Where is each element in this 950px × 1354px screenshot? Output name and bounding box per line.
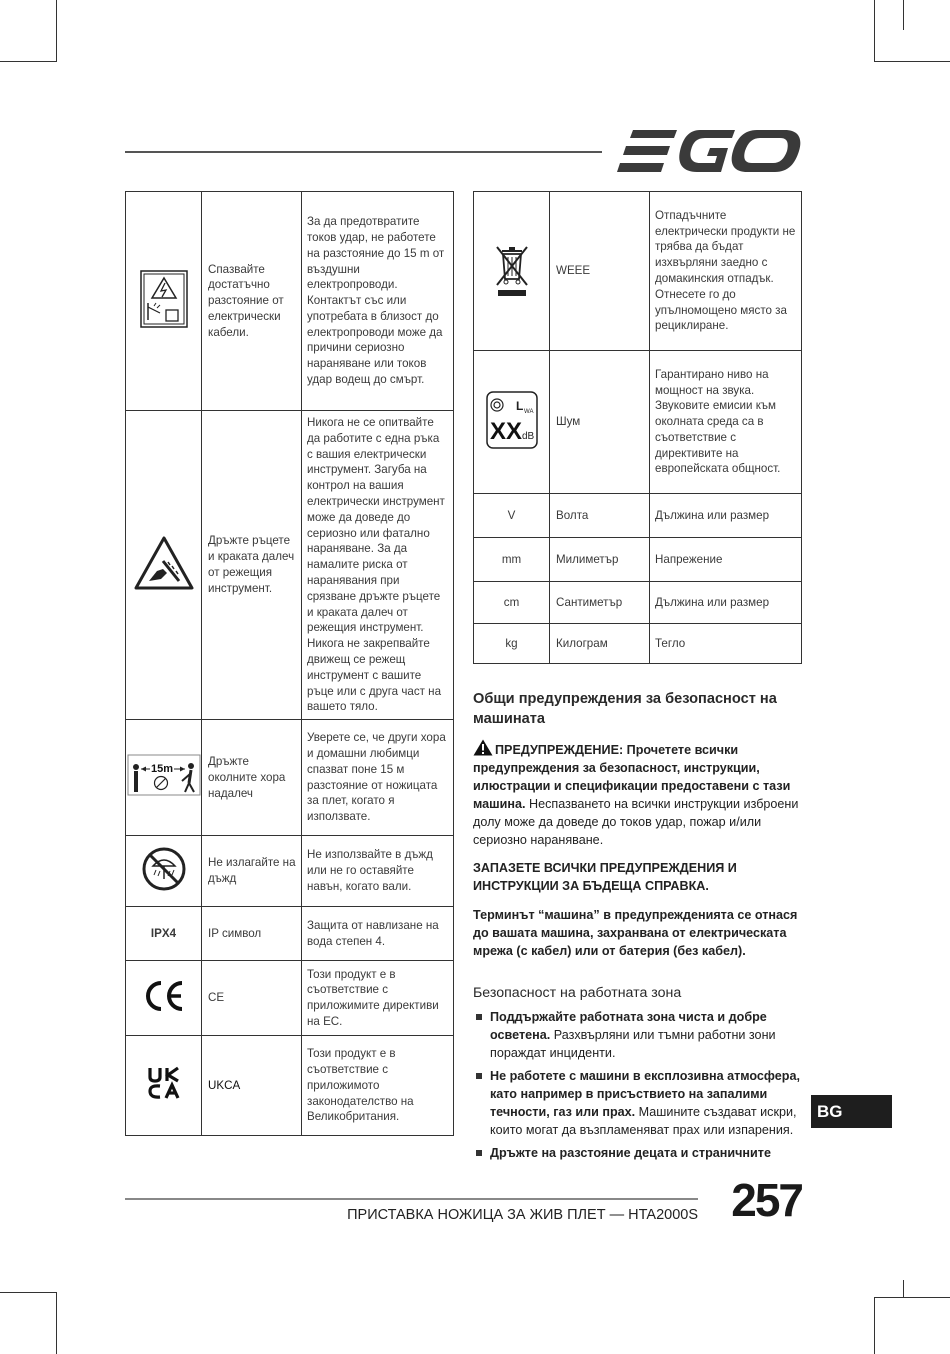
crop-mark: [874, 0, 875, 62]
symbol-description: Уверете се, че други хора и домашни любимци спазват поне 15 м разстояние от ножицата за плет, когато я използвате.: [302, 720, 454, 836]
symbol-description: Дължина или размер: [650, 494, 802, 538]
symbol-label: Килограм: [550, 624, 650, 664]
header-rule: [125, 151, 602, 153]
symbol-cell: [126, 961, 202, 1036]
symbol-cell: [126, 1036, 202, 1136]
unit-symbol: mm: [474, 538, 550, 582]
noise-level-unit-text: dB: [521, 430, 534, 442]
language-tab: BG: [811, 1095, 892, 1128]
symbols-table-right: [473, 191, 802, 664]
no-rain-icon: [141, 846, 187, 892]
table-row: [474, 351, 802, 494]
unit-symbol: kg: [474, 624, 550, 664]
symbol-description: Дължина или размер: [650, 582, 802, 624]
symbol-description: Отпадъчните електрически продукти не трябва да бъдат изхвърляни заедно с домакинския отпадък. Отнесете го до упълномощено място за рециклиране.: [650, 192, 802, 351]
crop-mark: [0, 1292, 57, 1293]
work-area-list: [473, 1008, 803, 1167]
list-item: Поддържайте работната зона чиста и добре осветена. Разхвърляни или тъмни работни зони пораждат инциденти.: [473, 1008, 803, 1062]
crop-mark: [56, 0, 57, 62]
term-definition: Терминът “машина” в предупрежденията се отнася до вашата машина, захранвана от електрическата мрежа (с кабел) или от батерия (без кабел).: [473, 908, 798, 958]
unit-symbol: V: [474, 494, 550, 538]
crop-mark: [874, 61, 950, 62]
table-row: [126, 836, 454, 907]
symbol-label: CE: [202, 961, 302, 1036]
table-row: [126, 961, 454, 1036]
page-number: 257: [731, 1174, 802, 1226]
list-item: Дръжте на разстояние децата и страничните: [473, 1144, 803, 1162]
warning-triangle-icon: [473, 739, 493, 756]
symbol-label: Дръжте околните хора надалеч: [202, 720, 302, 836]
cutting-hazard-icon: [133, 535, 195, 591]
symbol-label: Сантиметър: [550, 582, 650, 624]
symbol-cell: [126, 836, 202, 907]
bystander-distance-text: 15m: [150, 763, 173, 776]
symbol-cell: [474, 351, 550, 494]
work-area-heading-block: [473, 983, 803, 1003]
table-row: [126, 411, 454, 720]
table-row: [126, 1036, 454, 1136]
bystanders-15m-icon: [127, 753, 201, 797]
table-row: [126, 907, 454, 961]
symbol-description: За да предотвратите токов удар, не работете на разстояние до 15 m от въздушни електропроводи. Контактът със или употребата в близост до електропроводи може да причини сериозно нараняване или токов удар водещ до смърт.: [302, 192, 454, 411]
symbol-label: Дръжте ръцете и краката далеч от режещия инструмент.: [202, 411, 302, 720]
symbol-label: WEEE: [550, 192, 650, 351]
save-notice-block: [473, 859, 803, 895]
weee-bin-icon: [492, 241, 532, 297]
symbol-label: Не излагайте на дъжд: [202, 836, 302, 907]
symbol-description: Този продукт е в съответствие с приложимите директиви на ЕС.: [302, 961, 454, 1036]
symbol-cell: [126, 411, 202, 720]
noise-level-icon: [486, 391, 538, 449]
symbol-label: Волта: [550, 494, 650, 538]
footer-product-title: ПРИСТАВКА НОЖИЦА ЗА ЖИВ ПЛЕТ — HTA2000S: [347, 1207, 698, 1223]
electric-cable-distance-icon: [140, 270, 188, 328]
symbol-label: UKCA: [202, 1036, 302, 1136]
symbol-description: Напрежение: [650, 538, 802, 582]
section-heading: Безопасност на работната зона: [473, 985, 682, 1001]
symbol-label: Спазвайте достатъчно разстояние от електрически кабели.: [202, 192, 302, 411]
ukca-mark-icon: [147, 1066, 181, 1100]
symbol-cell: [474, 192, 550, 351]
symbols-table-left: [125, 191, 454, 1136]
symbol-description: Никога не се опитвайте да работите с една ръка с вашия електрически инструмент. Загуба на контрол на вашия електрически инструмент може да доведе до сериозно или фатално нараняване. За да намалите риска от наранявания при срязване дръжте ръцете и краката далеч от режещия инструмент. Никога не закрепвайте движещ се режещ инструмент с вашите ръце или с друга част на вашето тяло.: [302, 411, 454, 720]
warning-title: ПРЕДУПРЕЖДЕНИЕ: Прочетете всички предупреждения за безопасност, инструкции, илюстрации и спецификации предоставени с тази машина.: [473, 743, 791, 811]
crop-mark: [0, 61, 57, 62]
crop-mark: [903, 1280, 904, 1298]
table-row: [126, 720, 454, 836]
save-notice: ЗАПАЗЕТЕ ВСИЧКИ ПРЕДУПРЕЖДЕНИЯ И ИНСТРУКЦИИ ЗА БЪДЕЩА СПРАВКА.: [473, 861, 737, 893]
ego-logo-icon: [617, 128, 801, 174]
symbol-label: Шум: [550, 351, 650, 494]
crop-mark: [56, 1292, 57, 1354]
warning-block: [473, 739, 803, 849]
table-row: [474, 192, 802, 351]
ipx4-symbol: IPX4: [126, 907, 202, 961]
table-row: [126, 192, 454, 411]
list-item: Не работете с машини в експлозивна атмосфера, като например в присъствието на запалими течности, газ или прах. Машините създават искри, които могат да възпламеняват прах или изпарения.: [473, 1067, 803, 1139]
noise-level-top-text: L: [515, 398, 523, 413]
table-row: [474, 582, 802, 624]
symbol-description: Гарантирано ниво на мощност на звука. Звуковите емисии към околната среда са в съответствие с директивите на европейската общност.: [650, 351, 802, 494]
svg-text:WA: WA: [523, 408, 533, 415]
footer-rule: [125, 1198, 698, 1200]
symbol-cell: [126, 720, 202, 836]
crop-mark: [874, 1297, 875, 1354]
symbol-label: Милиметър: [550, 538, 650, 582]
table-row: [474, 624, 802, 664]
table-row: [474, 538, 802, 582]
symbol-label: IP символ: [202, 907, 302, 961]
unit-symbol: cm: [474, 582, 550, 624]
safety-heading-block: [473, 689, 803, 729]
warning-text: Неспазването на всички инструкции изброени долу може да доведе до токов удар, пожар и/или сериозно нараняване.: [473, 797, 799, 847]
symbol-description: Този продукт е в съответствие с приложимото законодателство на Великобритания.: [302, 1036, 454, 1136]
symbol-description: Не използвайте в дъжд или не го оставяйте навън, когато вали.: [302, 836, 454, 907]
symbol-description: Тегло: [650, 624, 802, 664]
section-heading: Общи предупреждения за безопасност на машината: [473, 691, 777, 727]
table-row: [474, 494, 802, 538]
crop-mark: [903, 0, 904, 30]
ce-mark-icon: [142, 979, 186, 1013]
symbol-description: Защита от навлизане на вода степен 4.: [302, 907, 454, 961]
term-definition-block: [473, 906, 803, 960]
symbol-cell: [126, 192, 202, 411]
crop-mark: [874, 1297, 950, 1298]
noise-level-value-text: XX: [489, 417, 522, 445]
